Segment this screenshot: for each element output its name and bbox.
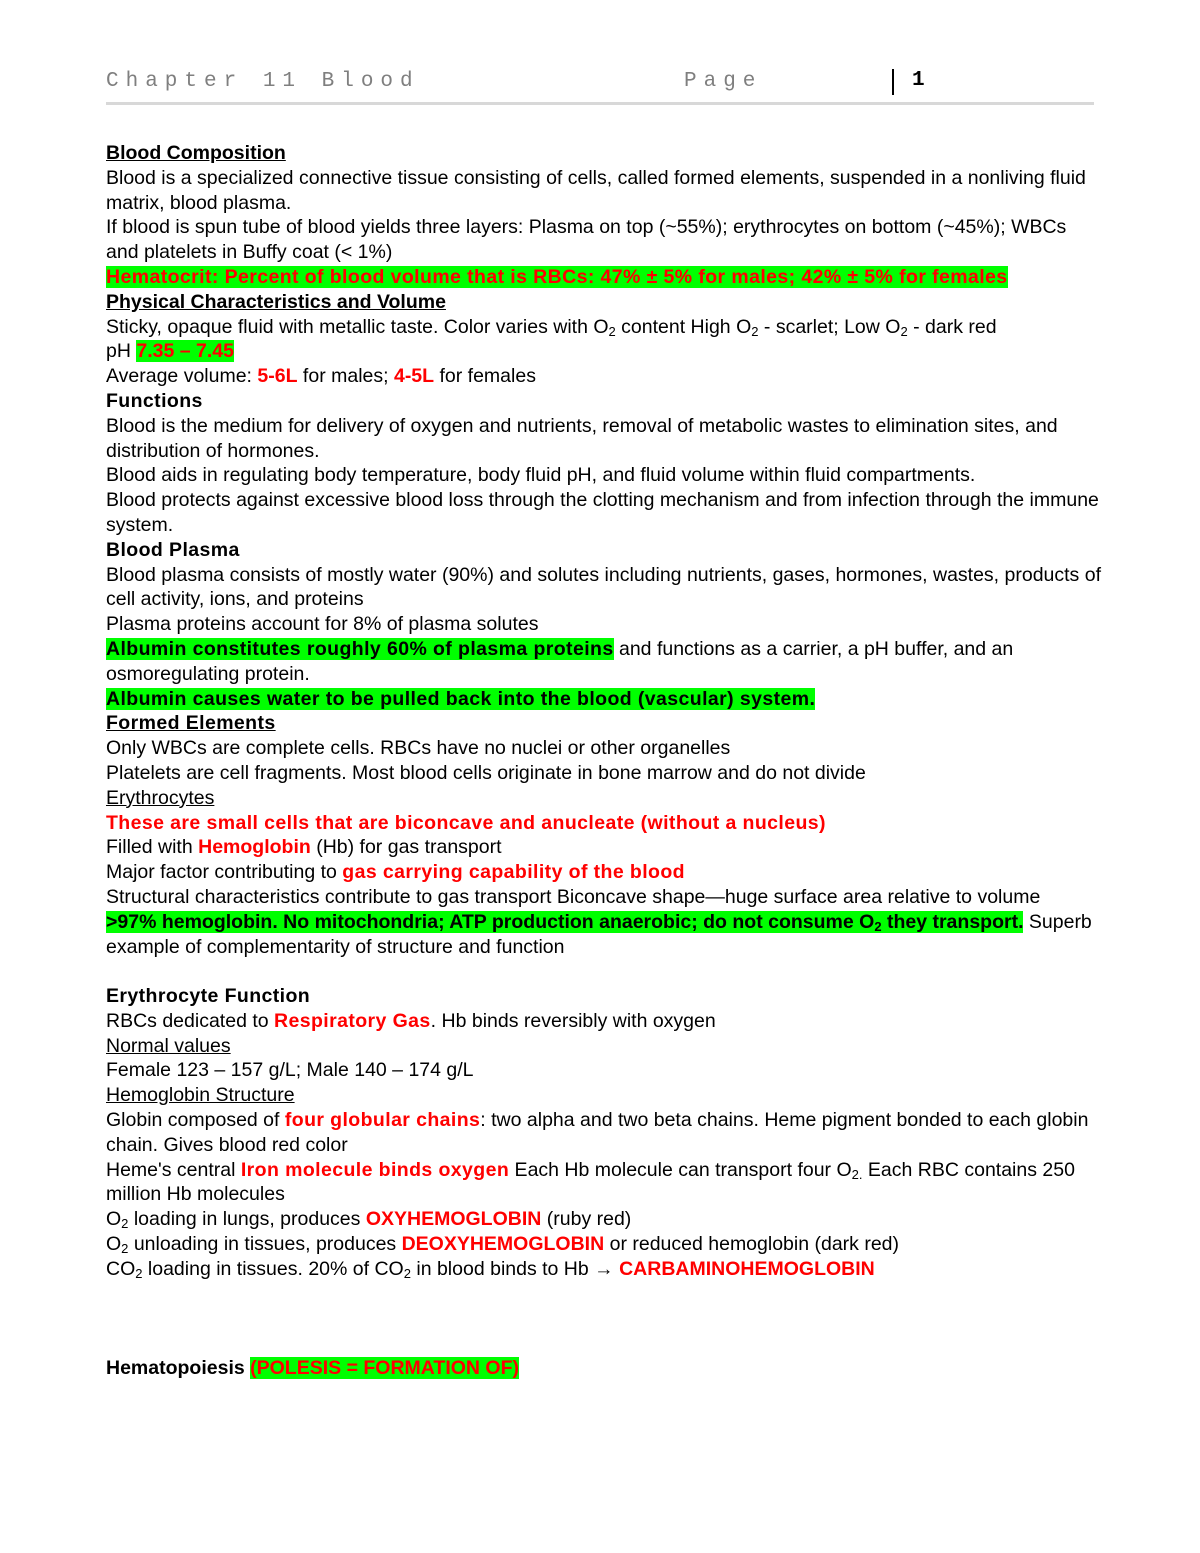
paragraph: Platelets are cell fragments. Most blood cells originate in bone marrow and do not divide: [106, 761, 866, 784]
subheading-normal-values: Normal values: [106, 1034, 231, 1057]
albumin-highlight: Albumin constitutes roughly 60% of plasma proteins: [106, 637, 614, 660]
paragraph: RBCs dedicated to Respiratory Gas. Hb binds reversibly with oxygen: [106, 1009, 716, 1032]
paragraph: Female 123 – 157 g/L; Male 140 – 174 g/L: [106, 1059, 474, 1082]
subheading-erythrocytes: Erythrocytes: [106, 786, 215, 809]
hemoglobin-97-line: >97% hemoglobin. No mitochondria; ATP production anaerobic; do not consume $O_2$ they transport. Superb example of complementarity of structure and function: [106, 910, 1092, 958]
heading-formed-elements: Formed Elements: [106, 712, 276, 735]
erythrocytes-emphasis: These are small cells that are biconcave and anucleate (without a nucleus): [106, 811, 826, 834]
header-divider: [892, 69, 894, 95]
chapter-title: Chapter 11 Blood: [106, 70, 420, 93]
document-body: [106, 141, 1101, 1380]
ph-line: pH 7.35 – 7.45: [106, 340, 234, 363]
paragraph: Major factor contributing to gas carrying capability of the blood: [106, 861, 685, 884]
paragraph: Globin composed of four globular chains: two alpha and two beta chains. Heme pigment bonded to each globin chain. Gives blood red color: [106, 1109, 1089, 1156]
paragraph: Filled with Hemoglobin (Hb) for gas transport: [106, 836, 502, 859]
paragraph: $O_2$ unloading in tissues, produces DEOXYHEMOGLOBIN or reduced hemoglobin (dark red): [106, 1233, 900, 1257]
paragraph: If blood is spun tube of blood yields three layers: Plasma on top (~55%); erythrocytes on bottom (~45%); WBCs and platelets in Buffy coat (< 1%): [106, 216, 1067, 264]
paragraph: Blood aids in regulating body temperature, body fluid pH, and fluid volume within fluid compartments.: [106, 464, 976, 487]
hematopoiesis-line: [106, 1356, 1101, 1381]
page-number: 1: [912, 69, 925, 92]
paragraph: Blood is the medium for delivery of oxygen and nutrients, removal of metabolic wastes to elimination sites, and distribution of hormones.: [106, 414, 1058, 462]
subheading-hemoglobin-structure: Hemoglobin Structure: [106, 1084, 295, 1107]
arrow-icon: →: [594, 1257, 614, 1280]
albumin-water-line: [106, 687, 1101, 712]
hemoglobin-97-highlight: >97% hemoglobin. No mitochondria; ATP production anaerobic; do not consume $O_2$ they transport.: [106, 910, 1024, 934]
paragraph: Structural characteristics contribute to gas transport Biconcave shape—huge surface area relative to volume: [106, 885, 1041, 908]
paragraph: $O_2$ loading in lungs, produces OXYHEMOGLOBIN (ruby red): [106, 1208, 632, 1232]
paragraph: Plasma proteins account for 8% of plasma solutes: [106, 613, 539, 636]
heading-blood-plasma: Blood Plasma: [106, 538, 240, 561]
paragraph: $CO_2$ loading in tissues. 20% of $CO_2$ in blood binds to Hb → CARBAMINOHEMOGLOBIN: [106, 1257, 875, 1281]
polesis-highlight: (POLESIS = FORMATION OF): [250, 1356, 519, 1379]
ph-value: 7.35 – 7.45: [136, 340, 234, 363]
albumin-water-highlight: Albumin causes water to be pulled back into the blood (vascular) system.: [106, 687, 816, 710]
hematocrit-line: [106, 265, 1101, 290]
paragraph: Only WBCs are complete cells. RBCs have no nuclei or other organelles: [106, 737, 731, 760]
paragraph: Blood plasma consists of mostly water (90%) and solutes including nutrients, gases, hormones, wastes, products of cell activity, ions, and proteins: [106, 563, 1101, 611]
paragraph: Sticky, opaque fluid with metallic taste. Color varies with $O_2$ content High $O_2$ - scarlet; Low $O_2$ - dark red: [106, 315, 997, 339]
paragraph: Heme's central Iron molecule binds oxygen Each Hb molecule can transport four $O_{2.}$ Each RBC contains 250 million Hb molecules: [106, 1158, 1075, 1206]
heading-blood-composition: Blood Composition: [106, 142, 286, 164]
heading-erythrocyte-function: Erythrocyte Function: [106, 985, 311, 1008]
volume-line: Average volume: 5-6L for males; 4-5L for females: [106, 365, 536, 388]
heading-functions: Functions: [106, 389, 203, 412]
albumin-line: Albumin constitutes roughly 60% of plasma proteins and functions as a carrier, a pH buffer, and an osmoregulating protein.: [106, 637, 1014, 685]
paragraph: Blood is a specialized connective tissue consisting of cells, called formed elements, suspended in a nonliving fluid matrix, blood plasma.: [106, 166, 1086, 214]
paragraph: Blood protects against excessive blood loss through the clotting mechanism and from infection through the immune system.: [106, 489, 1099, 536]
page-label: Page: [684, 70, 763, 93]
page-header: [106, 68, 1094, 105]
heading-hematopoiesis: Hematopoiesis: [106, 1356, 245, 1379]
hematocrit-highlight: Hematocrit: Percent of blood volume that is RBCs: 47% ± 5% for males; 42% ± 5% for females: [106, 265, 1008, 288]
heading-physical-characteristics: Physical Characteristics and Volume: [106, 290, 446, 313]
